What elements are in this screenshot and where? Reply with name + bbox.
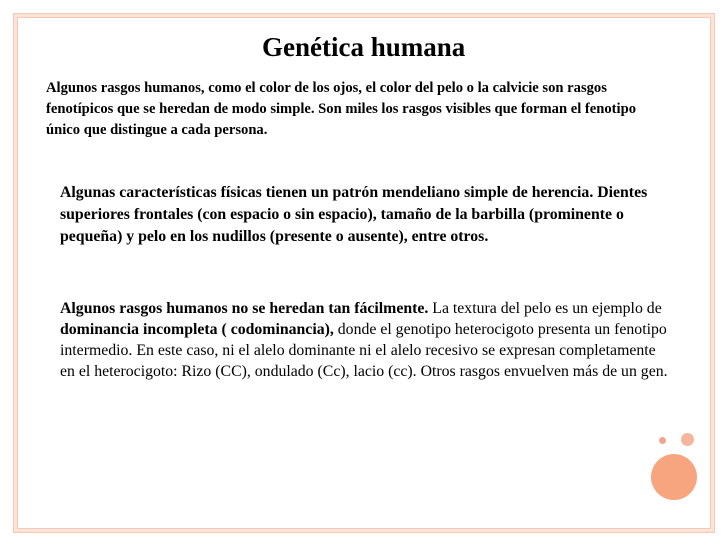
incomplete-dominance-paragraph	[60, 298, 670, 382]
intro-paragraph: Algunos rasgos humanos, como el color de los ojos, el color del pelo o la calvicie son rasgos fenotípicos que se heredan de modo simple. Son miles los rasgos visibles que forman el fenotipo único que distingue a cada persona.	[46, 80, 636, 138]
mendelian-traits-paragraph: Algunas características físicas tienen un patrón mendeliano simple de herencia. Dientes superiores frontales (con espacio o sin espacio), tamaño de la barbilla (prominente o pequeña) y pelo en los nudillos (presente o ausente), entre otros.	[60, 184, 648, 245]
bold-term-text: dominancia incompleta ( codominancia),	[60, 321, 334, 338]
bold-lead-text: Algunos rasgos humanos no se heredan tan fácilmente.	[60, 300, 429, 317]
slide-title: Genética humana	[262, 32, 466, 62]
decorative-circle-small	[659, 437, 666, 444]
body-text-1: La textura del pelo es un ejemplo de	[428, 300, 662, 317]
decorative-circle-medium	[681, 433, 694, 446]
body-text-2: donde el genotipo heterocigoto presenta un fenotipo intermedio. En este caso, ni el alelo dominante ni el alelo recesivo se expresan completamente en el heterocigoto: Rizo (CC), ondulado (Cc), lacio (cc). Otros rasgos envuelven más de un gen.	[60, 321, 668, 380]
decorative-circle-large	[651, 454, 697, 500]
